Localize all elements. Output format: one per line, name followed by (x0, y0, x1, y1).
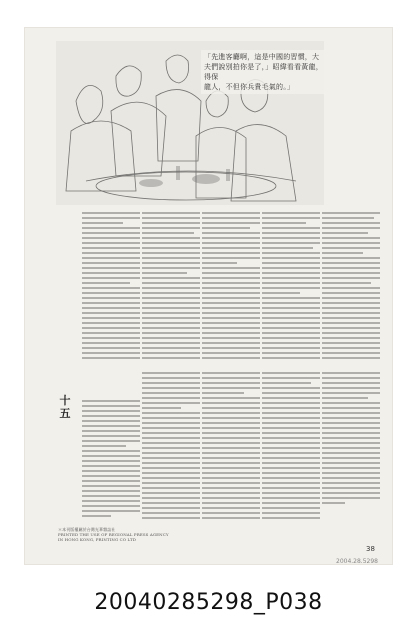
caption-line: 龍人，不但你兵貴毛氣的。」 (204, 83, 295, 91)
section-number: 十五 (59, 394, 71, 420)
text-column (262, 212, 320, 360)
text-column (82, 212, 140, 360)
page-number: 38 (366, 545, 375, 553)
text-column (322, 212, 380, 360)
text-column (202, 372, 260, 522)
illustration-caption (201, 50, 327, 94)
footer-line: IN HONG KONG, PRINTING CO LTD (58, 537, 137, 542)
text-column (202, 212, 260, 360)
caption-line: 夫們說別拍你是了，」昭緯看看黃龍，得保 (204, 63, 323, 81)
text-column (142, 212, 200, 360)
footer-line: PRINTED THE USE OF REGIONAL PRESS AGENCY (58, 532, 169, 537)
text-column (262, 372, 320, 522)
footer-line: ＊本刊版權屬於台灣光華雜誌社 (58, 527, 116, 532)
text-column (142, 372, 200, 522)
caption-line: 「先進客廳啊，這是中國的習慣，大 (204, 53, 320, 61)
file-label: 20040285298_P038 (94, 590, 323, 615)
text-column (322, 372, 380, 522)
footer-credits (58, 527, 248, 542)
text-column (82, 400, 140, 520)
archive-stamp: 2004.28.5298 (336, 558, 378, 565)
